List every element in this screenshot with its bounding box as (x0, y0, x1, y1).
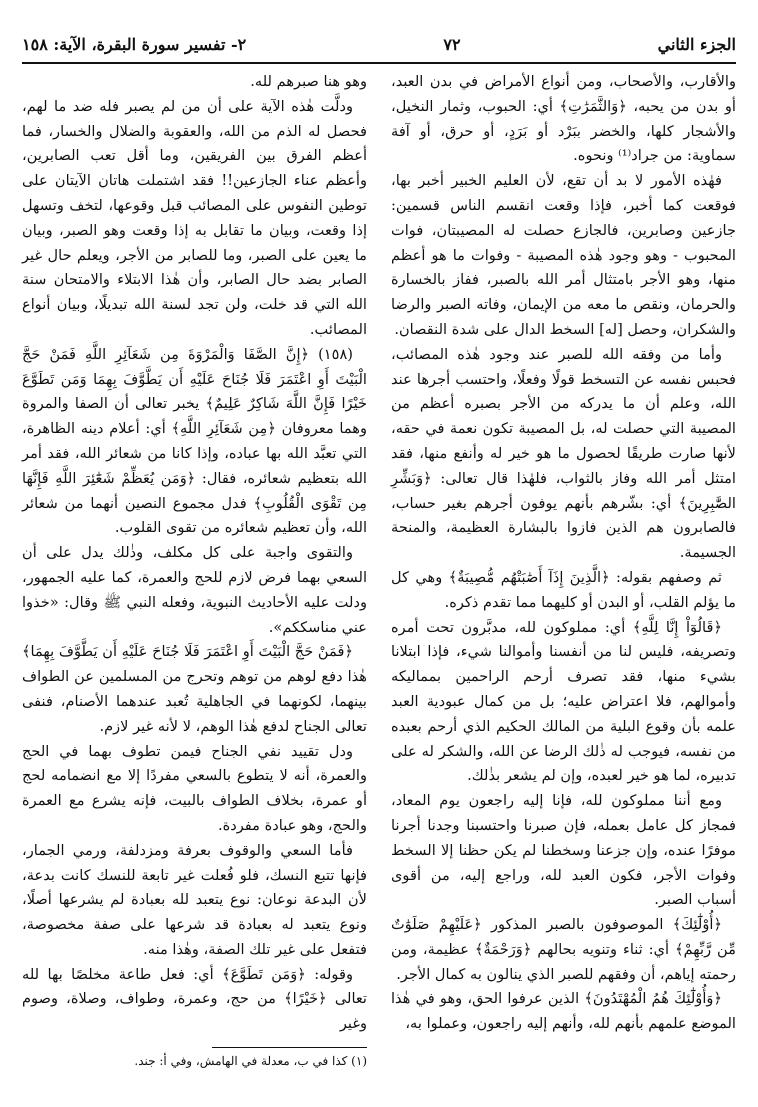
paragraph: ﴿قَالُوٓاْ إِنَّا لِلَّهِ﴾ أي: مملوكون لله، مدبَّرون تحت أمره وتصريفه، فليس لنا من أنفسنا وأموالنا شيء، فإذا ابتلانا بشيء منها، فقد تصرف أرحم الراحمين بمماليكه وأموالهم، فلا اعتراض عليه؛ بل من كمال عبودية العبد علمه بأن وقوع البلية من المالك الحكيم الذي أرحم بعبده من نفسه، فيوجب له ذٰلك الرضا عن الله، والشكر له على تدبيره، لما هو خير لعبده، وإن لم يشعر بذٰلك. (391, 618, 736, 785)
header-rule (22, 62, 736, 64)
running-header (22, 30, 736, 58)
right-column (391, 70, 736, 1081)
footnote: (١) كذا في ب، معدلة في الهامش، وفي أ: جند. (134, 1054, 367, 1069)
paragraph: ﴿أُوْلَٰٓئِكَ﴾ الموصوفون بالصبر المذكور ﴿عَلَيْهِمْ صَلَوَٰتٌ مِّن رَّبِّهِمْ﴾ أي: ثناء وتنويه بحالهم ﴿وَرَحْمَةٌ﴾ عظيمة، ومن رحمته إياهم، أن وفقهم للصبر الذي ينالون به كمال الأجر. (391, 916, 736, 983)
paragraph: وأما من وفقه الله للصبر عند وجود هٰذه المصائب، فحبس نفسه عن التسخط قولًا وفعلًا، واحتسب أجرها عند الله، وعلم أن ما يدركه من الأجر بصبره أعظم من المصيبة التي حصلت له، بل المصيبة تكون نعمة في حقه، لأنها صارت طريقًا لحصول ما هو خير له وأنفع منها، فقد امتثل أمر الله وفاز بالثواب، فلهٰذا قال تعالى: ﴿وَبَشِّرِ الصَّٰبِرِينَ﴾ أي: بشّرهم بأنهم يوفون أجرهم بغير حساب، فالصابرون هم الذين فازوا بالبشارة العظيمة، والمنحة الجسيمة. (391, 345, 736, 562)
footnote-rule (212, 1047, 367, 1048)
paragraph: فأما السعي والوقوف بعرفة ومزدلفة، ورمي الجمار، فإنها تتبع النسك، فلو فُعلت غير تابعة للنسك كانت بدعة، لأن البدعة نوعان: نوع يتعبد لله بعبادة لم يشرعها أصلًا، ونوع يتعبد له بعبادة قد شرعها على صفة مخصوصة، فتفعل على غير تلك الصفة، وهٰذا منه. (22, 841, 367, 958)
paragraph: (١٥٨) ﴿إِنَّ الصَّفَا وَالْمَرْوَةَ مِن شَعَآئِرِ اللَّهِ فَمَنْ حَجَّ الْبَيْتَ أَوِ اعْتَمَرَ فَلَا جُنَاحَ عَلَيْهِ أَن يَطَّوَّفَ بِهِمَا وَمَن تَطَوَّعَ خَيْرًا فَإِنَّ اللَّهَ شَاكِرٌ عَلِيمٌ﴾ يخبر تعالى أن الصفا والمروة وهما معروفان ﴿مِن شَعَآئِرِ اللَّهِ﴾ أي: أعلام دينه الظاهرة، التي تعبَّد الله بها عباده، وإذا كانا من شعائر الله، فقد أمر الله بتعظيم شعائره، فقال: ﴿وَمَن يُعَظِّمْ شَعَٰٓئِرَ اللَّهِ فَإِنَّهَا مِن تَقْوَى الْقُلُوبِ﴾ فدل مجموع النصين أنهما من شعائر الله، وأن تعظيم شعائره من تقوى القلوب. (22, 345, 367, 537)
paragraph: ﴿فَمَنْ حَجَّ الْبَيْتَ أَوِ اعْتَمَرَ فَلَا جُنَاحَ عَلَيْهِ أَن يَطَّوَّفَ بِهِمَا﴾ هٰذا دفع لوهم من توهم وتحرج من المسلمين عن الطواف بينهما، لكونهما في الجاهلية تُعبد عندهما الأصنام، فنفى تعالى الجناح لدفع هٰذا الوهم، لا لأنه غير لازم. (22, 643, 367, 735)
paragraph: ﴿وَأُوْلَٰٓئِكَ هُمُ الْمُهْتَدُونَ﴾ الذين عرفوا الحق، وهو في هٰذا الموضع علمهم بأنهم لله، وأنهم إليه راجعون، وعملوا به، (391, 990, 736, 1033)
paragraph: ثم وصفهم بقوله: ﴿الَّذِينَ إِذَآ أَصَٰبَتْهُم مُّصِيبَةٌ﴾ وهي كل ما يؤلم القلب، أو البدن أو كليهما مما تقدم ذكره. (391, 568, 736, 611)
header-part: الجزء الثاني (657, 34, 736, 54)
paragraph: ودلَّت هٰذه الآية على أن من لم يصبر فله ضد ما لهم، فحصل له الذم من الله، والعقوبة والضلال والخسار، فما أعظم الفرق بين الفريقين، وما أقل تعب الصابرين، وأعظم عناء الجازعين!! فقد اشتملت هاتان الآيتان على توطين النفوس على المصائب قبل وقوعها، لتخف وتسهل إذا وقعت، وبيان ما تقابل به إذا وقعت وهو الصبر، وبيان ما يعين على الصبر، وما للصابر من الأجر، ويعلم حال غير الصابر بضد حال الصابر، وأن هٰذا الابتلاء والامتحان سنة الله التي قد خلت، ولن تجد لسنة الله تبديلًا، وبيان أنواع المصائب. (22, 97, 367, 338)
text-columns (22, 70, 736, 1081)
left-column (22, 70, 367, 1081)
paragraph: وقوله: ﴿وَمَن تَطَوَّعَ﴾ أي: فعل طاعة مخلصًا بها لله تعالى ﴿خَيْرًا﴾ من حج، وعمرة، وطواف، وصلاة، وصوم وغير (22, 965, 367, 1033)
header-surah: ٢- تفسير سورة البقرة، الآية: ١٥٨ (22, 34, 247, 54)
paragraph: وهو هنا صبرهم لله. (250, 73, 367, 90)
paragraph: ودل تقييد نفي الجناح فيمن تطوف بهما في الحج والعمرة، أنه لا يتطوع بالسعي مفردًا إلا مع انضمامه لحج أو عمرة، بخلاف الطواف بالبيت، فإنه يشرع مع العمرة والحج، وهو عبادة مفردة. (22, 742, 367, 834)
paragraph: ومع أننا مملوكون لله، فإنا إليه راجعون يوم المعاد، فمجاز كل عامل بعمله، فإن صبرنا واحتسبنا وجدنا أجرنا موفرًا عنده، وإن جزعنا وسخطنا لم يكن حظنا إلا السخط وفوات الأجر، فكون العبد لله، وراجع إليه، من أقوى أسباب الصبر. (391, 792, 736, 909)
page-number: ٧٢ (443, 34, 461, 54)
paragraph: والتقوى واجبة على كل مكلف، وذٰلك يدل على أن السعي بهما فرض لازم للحج والعمرة، كما عليه الجمهور، ودلت عليه الأحاديث النبوية، وفعله النبي ﷺ وقال: «خذوا عني مناسككم». (22, 544, 367, 636)
paragraph: والأقارب، والأصحاب، ومن أنواع الأمراض في بدن العبد، أو بدن من يحبه، ﴿وَالثَّمَرَٰتِ﴾ أي: الحبوب، وثمار النخيل، والأشجار كلها، والخضر ببَرْد أو بَرَدٍ، أو حرق، أو آفة سماوية: من جراد⁽¹⁾ ونحوه. (391, 73, 736, 165)
paragraph: فهٰذه الأمور لا بد أن تقع، لأن العليم الخبير أخبر بها، فوقعت كما أخبر، فإذا وقعت انقسم الناس قسمين: جازعين وصابرين، فالجازع حصلت له المصيبتان، فوات المحبوب - وهو وجود هٰذه المصيبة - وفوات ما هو أعظم منها، وهو الأجر بامتثال أمر الله بالصبر، ففاز بالخسارة والحرمان، ونقص ما معه من الإيمان، وفاته الصبر والرضا والشكران، وحصل [له] السخط الدال على شدة النقصان. (391, 172, 736, 338)
